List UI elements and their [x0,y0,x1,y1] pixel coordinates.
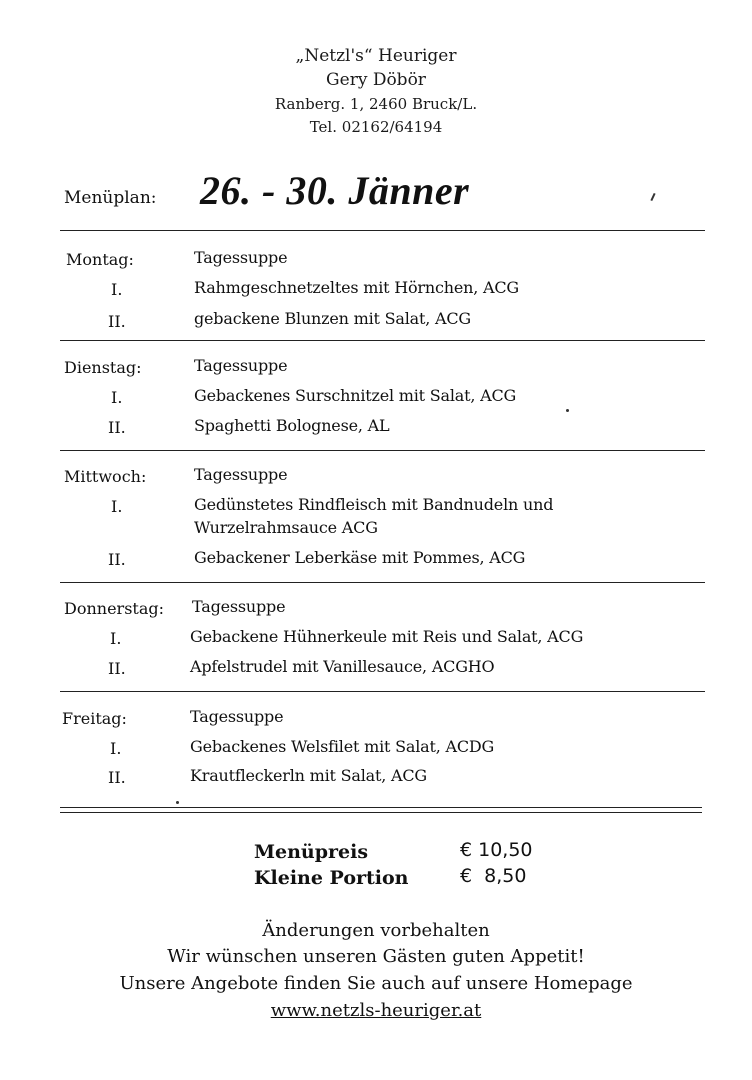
divider [60,691,705,692]
menu-item: Gebackene Hühnerkeule mit Reis und Salat, ACG [190,627,584,646]
item-number: II. [108,768,126,787]
menu-dates: 26. - 30. Jänner [200,168,470,213]
item-number: I. [110,739,122,758]
soup: Tagessuppe [192,597,286,616]
double-rule-bottom [60,812,702,813]
menu-label: Menüplan: [64,188,157,208]
small-portion-price: € 8,50 [460,865,527,887]
divider [60,230,705,231]
stray-dot [176,801,179,804]
double-rule-top [60,807,702,808]
item-number: II. [108,659,126,678]
menu-item: Gebackener Leberkäse mit Pommes, ACG [194,548,526,567]
day-label: Dienstag: [64,358,142,377]
menu-item: gebackene Blunzen mit Salat, ACG [194,309,471,328]
phone: Tel. 02162/64194 [309,118,443,136]
menu-item: Rahmgeschnetzeltes mit Hörnchen, ACG [194,278,519,297]
item-number: II. [108,550,126,569]
owner-name: Gery Döbör [326,70,426,90]
day-label: Mittwoch: [64,467,147,486]
stray-mark [650,193,655,201]
divider [60,340,705,341]
soup: Tagessuppe [194,248,288,267]
menu-item: Gebackenes Welsfilet mit Salat, ACDG [190,737,495,756]
homepage-link[interactable]: www.netzls-heuriger.at [270,1000,482,1021]
item-number: II. [108,418,126,437]
menu-item: Apfelstrudel mit Vanillesauce, ACGHO [190,657,495,676]
stray-dot [566,409,569,412]
item-number: I. [111,280,123,299]
divider [60,450,705,451]
item-number: I. [111,388,123,407]
menu-item: Gebackenes Surschnitzel mit Salat, ACG [194,386,517,405]
menu-item-continued: Wurzelrahmsauce ACG [194,518,378,537]
soup: Tagessuppe [194,465,288,484]
day-label: Donnerstag: [64,599,164,618]
footer-notice: Änderungen vorbehalten [262,920,490,941]
menu-item: Gedünstetes Rindfleisch mit Bandnudeln und [194,495,554,514]
menu-item: Spaghetti Bolognese, AL [194,416,390,435]
divider [60,582,705,583]
item-number: I. [110,629,122,648]
item-number: II. [108,312,126,331]
menu-item: Krautfleckerln mit Salat, ACG [190,766,428,785]
day-label: Freitag: [62,709,127,728]
item-number: I. [111,497,123,516]
menu-price-label: Menüpreis [254,841,369,863]
restaurant-name: „Netzl's“ Heuriger [295,46,457,66]
footer-greeting: Wir wünschen unseren Gästen guten Appetit! [167,946,585,967]
menu-price: € 10,50 [460,839,533,861]
footer-homepage-text: Unsere Angebote finden Sie auch auf unsere Homepage [119,973,633,994]
soup: Tagessuppe [190,707,284,726]
address: Ranberg. 1, 2460 Bruck/L. [274,95,478,113]
small-portion-label: Kleine Portion [254,867,409,889]
soup: Tagessuppe [194,356,288,375]
day-label: Montag: [66,250,134,269]
